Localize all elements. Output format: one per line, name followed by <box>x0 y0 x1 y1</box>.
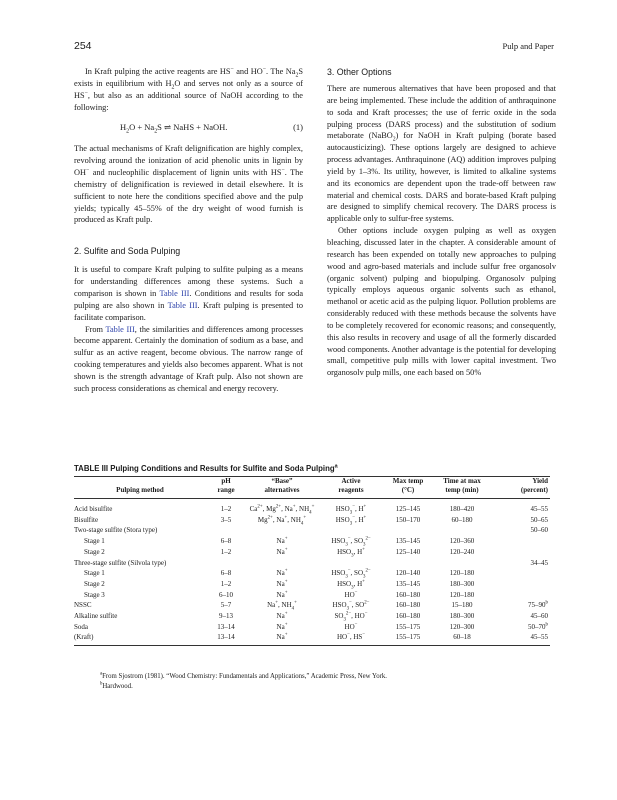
table-footnote-b: $^b$Hardwood. <box>100 681 133 690</box>
yield-cell: 50–60 <box>530 526 548 535</box>
reagent-cell: $HSO_3^-$, H+ <box>335 504 367 516</box>
section-heading-other-options: 3. Other Options <box>327 67 392 77</box>
temp-cell: 155–175 <box>395 633 421 642</box>
table-row <box>74 536 550 547</box>
ph-cell: 6–10 <box>219 590 233 599</box>
table-header-row <box>74 477 550 487</box>
yield-cell <box>492 547 550 558</box>
reagent-cell: $HSO_3$, H+ <box>337 547 365 559</box>
comparison-paragraph: It is useful to compare Kraft pulping to sulfite pulping as a means for understanding differences among these systems. Such a comparison is shown in Table III. Conditions and results for soda pulping are also shown in Table III. Kraft pulping is presented to facilitate comparison. <box>74 265 304 322</box>
ph-cell: 5–7 <box>220 601 232 610</box>
header-cell: “Base” <box>271 477 293 485</box>
ph-cell: 13–14 <box>217 622 235 631</box>
yield-cell: 50–70$^b$ <box>528 622 548 631</box>
method-cell: (Kraft) <box>74 633 94 642</box>
method-cell: Stage 3 <box>84 590 105 599</box>
time-cell: 120–300 <box>449 622 475 631</box>
right-column <box>327 66 556 379</box>
time-cell: 180–300 <box>449 579 475 588</box>
left-column <box>74 66 303 395</box>
table-row <box>74 499 550 515</box>
reagent-cell: $HSO_3$, H+ <box>337 579 365 591</box>
table-iii-link[interactable]: Table III <box>167 300 198 310</box>
ph-cell: 1–2 <box>220 505 232 513</box>
temp-cell: 120–140 <box>395 569 421 578</box>
table-row <box>74 590 550 601</box>
time-cell: 120–360 <box>449 537 475 546</box>
temp-cell: 160–180 <box>395 612 421 621</box>
method-cell: Stage 2 <box>84 579 105 588</box>
reagent-cell: $HSO_3^-$, $SO_3^{2-}$ <box>331 536 371 548</box>
time-cell: 120–240 <box>449 547 475 556</box>
reagent-cell: $SO_3^{2-}$, HO− <box>334 611 368 623</box>
temp-cell: 150–170 <box>395 515 421 524</box>
base-cell: Na+ <box>276 579 288 588</box>
table-row <box>74 568 550 579</box>
header-cell: reagents <box>338 486 364 494</box>
ph-cell: 1–2 <box>220 579 232 588</box>
table-row <box>74 525 550 536</box>
table-row <box>74 515 550 526</box>
table-row <box>74 547 550 558</box>
equation-number: (1) <box>293 122 303 133</box>
running-title: Pulp and Paper <box>502 41 554 51</box>
method-cell: Stage 1 <box>84 537 105 546</box>
base-cell: Na+ <box>276 590 288 599</box>
method-cell: Acid bisulfite <box>74 505 113 513</box>
header-cell: pH <box>221 477 231 485</box>
table-header-row <box>74 486 550 499</box>
ph-cell: 13–14 <box>217 633 235 642</box>
method-cell: NSSC <box>74 601 92 610</box>
table-iii-link[interactable]: Table III <box>159 288 190 298</box>
method-cell: Stage 1 <box>84 569 105 578</box>
yield-cell <box>492 579 550 590</box>
reagent-cell: $HSO_3^-$, H+ <box>335 515 367 527</box>
base-cell: Na+ <box>276 547 288 556</box>
temp-cell: 125–140 <box>395 547 421 556</box>
ph-cell: 6–8 <box>220 569 232 578</box>
base-cell: Na+ <box>276 568 288 578</box>
table-row <box>74 579 550 590</box>
mechanism-paragraph: The actual mechanisms of Kraft delignification are highly complex, revolving around the ionization of acid phenolic units in lignin by OH− and nucleophilic displacement of lignin units with HS−. The chemistry of delignification is reviewed in detail elsewhere. It is sufficient to note here the conditions specified above and the pulp yields; typically 45–55% of the dry weight of wood furnish is produced as Kraft pulp. <box>74 144 303 225</box>
ph-cell: 9–13 <box>219 612 233 621</box>
yield-cell <box>492 536 550 547</box>
table-row <box>74 558 550 569</box>
reagent-cell: HO−, HS− <box>336 633 366 642</box>
method-cell: Stage 2 <box>84 547 105 556</box>
reagent-cell: $HSO_3^-$, $SO^{2-}$ <box>332 601 370 612</box>
header-cell <box>74 477 206 487</box>
time-cell: 15–180 <box>451 601 473 610</box>
base-cell: $Ca^{2+}$, $Mg^{2+}$, Na+, $NH_4^+$ <box>249 504 315 516</box>
temp-cell: 160–180 <box>395 601 421 610</box>
yield-cell <box>492 568 550 579</box>
time-cell: 60–18 <box>453 633 471 642</box>
temp-cell: 135–145 <box>395 537 421 546</box>
base-cell: $Mg^{2+}$, Na+, $NH_4^+$ <box>257 515 307 527</box>
method-cell: Bisulfite <box>74 515 99 524</box>
method-cell: Three-stage sulfite (Silvola type) <box>74 558 167 567</box>
time-cell: 180–420 <box>449 505 475 513</box>
yield-cell: 34–45 <box>530 558 548 567</box>
time-cell: 60–180 <box>451 515 473 524</box>
method-cell: Two-stage sulfite (Stora type) <box>74 526 158 535</box>
yield-cell: 45–60 <box>530 612 548 621</box>
base-cell: Na+ <box>276 622 288 631</box>
ph-cell: 6–8 <box>220 537 232 546</box>
temp-cell: 125–145 <box>395 505 421 513</box>
header-cell: (°C) <box>401 486 415 494</box>
yield-cell <box>492 590 550 601</box>
temp-cell: 155–175 <box>395 622 421 631</box>
page-header <box>74 40 554 54</box>
header-cell: alternatives <box>264 486 300 494</box>
yield-cell: 45–55 <box>530 505 548 513</box>
base-cell: Na+, $NH_4^+$ <box>267 601 297 612</box>
header-cell: Time at max <box>443 477 481 485</box>
equation-text: $H_2O + Na_2S$ ⇌ NaHS + NaOH. <box>120 122 228 136</box>
reagent-cell: HO− <box>344 590 358 599</box>
section-heading-sulfite-soda: 2. Sulfite and Soda Pulping <box>74 246 181 257</box>
header-cell: range <box>217 486 235 494</box>
time-cell: 120–180 <box>449 569 475 578</box>
kraft-intro-paragraph: In Kraft pulping the active reagents are HS− and HO−. The $Na_2S$ exists in equilibrium with $H_2O$ and serves not only as a source of HS−, but also as an additional source of NaOH according to the following: <box>74 66 303 112</box>
equation-1 <box>74 113 303 143</box>
yield-cell: 50–65 <box>530 515 548 524</box>
method-cell: Soda <box>74 622 88 631</box>
method-cell: Alkaline sulfite <box>74 612 118 621</box>
temp-cell: 160–180 <box>395 590 421 599</box>
table-title: TABLE III Pulping Conditions and Results for Sulfite and Soda Pulping$^a$ <box>74 463 338 473</box>
header-cell: Active <box>341 477 361 485</box>
table-footnote-a: $^a$From Sjostrom (1981). “Wood Chemistry: Fundamentals and Applications,” Academic Press, New York. <box>100 671 388 680</box>
pulping-conditions-table <box>74 476 550 646</box>
base-cell: Na+ <box>276 633 288 642</box>
temp-cell: 135–145 <box>395 579 421 588</box>
base-cell: Na+ <box>276 536 288 546</box>
table-iii-link[interactable]: Table III <box>105 324 135 334</box>
header-cell: Pulping method <box>116 486 164 494</box>
yield-cell: 75–90$^b$ <box>528 601 548 610</box>
ph-cell: 1–2 <box>220 547 232 556</box>
yield-cell: 45–55 <box>530 633 548 642</box>
header-cell: Max temp <box>392 477 424 485</box>
header-cell: Yield <box>532 477 548 485</box>
oxygen-pulping-paragraph: Other options include oxygen pulping as well as oxygen bleaching, discussed later in the chapter. A considerable amount of research has been expended on totally new approaches to pulping wood and agro-based materials and include sulfur free organosolv (organic solvent) pulping and biopulping. Organosolv pulping typically employs aqueous organic solvents such as ethanol, methanol or acetic acid as the pulping liquor. Pollution problems are considerably reduced with these methods because the solvents have to be completely recovered for economic reasons; and consequently, this also results in recovery and usage of all the formerly discarded wood components. Another advantage is the potential for developing small, competitive pulp mills with lower capital investment. Two organosolv pulp mills, one each based on 50% <box>327 226 556 378</box>
table-row <box>74 611 550 622</box>
ph-cell: 3–5 <box>220 515 232 524</box>
similarities-paragraph: From Table III, the similarities and differences among processes become apparent. Certainly the domination of sodium as a base, and sulfur as an active reagent, become obvious. The narrow range of cooking temperatures and yields also becomes apparent. What is not shown is the strength advantage of Kraft pulp. Also not shown are such process considerations as chemical and energy recovery. <box>74 324 303 393</box>
alternatives-paragraph: There are numerous alternatives that have been proposed and that are being implemented. These include the addition of anthraquinone to soda and Kraft processes; the use of ferric oxide in the soda pulping process (DARS process) and the substitution of sodium metaborate (NaBO$_2$) for NaOH in Kraft pulping (borate based autocausticizing). These options largely are designed to achieve process advantages. Anthraquinone (AQ) addition improves pulping yield by 1–3%. Its utility, however, is limited to alkaline systems and its economics are dependent upon the trade-off between raw material and chemical costs. DARS and borate-based Kraft pulping are designed to simplify chemical recovery. The DARS process is applicable only to sulfur-free systems. <box>327 84 556 224</box>
table-row <box>74 600 550 611</box>
header-cell: (percent) <box>520 486 548 494</box>
table-row <box>74 622 550 633</box>
time-cell: 120–180 <box>449 590 475 599</box>
header-cell: temp (min) <box>445 486 479 494</box>
reagent-cell: HO− <box>344 622 358 631</box>
base-cell: Na+ <box>276 611 288 621</box>
table-row <box>74 632 550 645</box>
time-cell: 180–300 <box>449 612 475 621</box>
page-number: 254 <box>74 40 92 52</box>
reagent-cell: $HSO_3^-$, $SO_3^{2-}$ <box>331 568 371 580</box>
